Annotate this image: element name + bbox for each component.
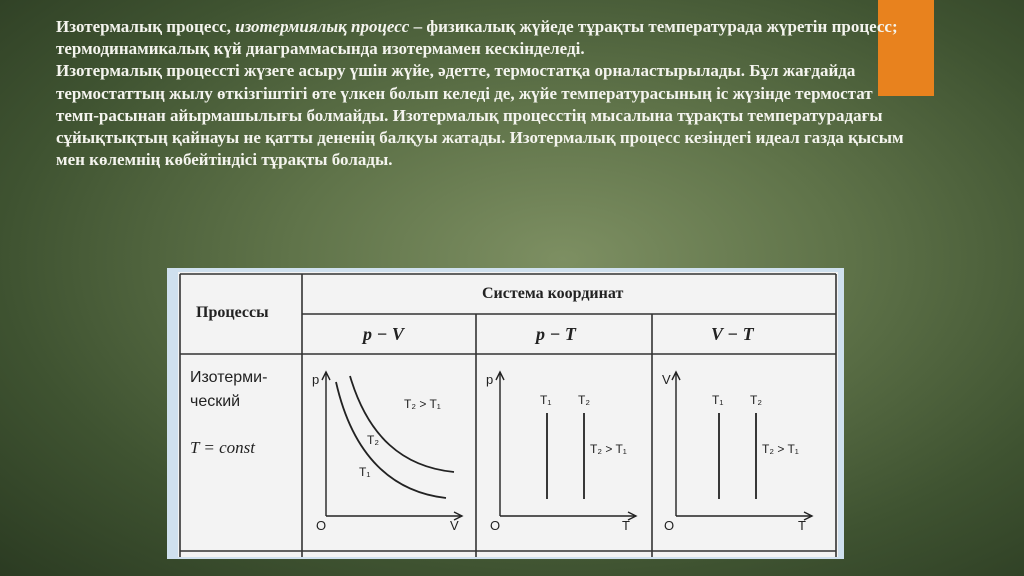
pt-line-left-label: T₁ [540,393,552,407]
vt-line-right-label: T₂ [750,393,762,407]
term-italic: изотермиялық процесс [235,17,410,36]
vt-origin: O [664,518,675,533]
pt-origin: O [490,518,501,533]
pv-curve-upper: T₂ [367,433,379,447]
system-header: Система координат [482,285,624,302]
pt-relation: T₂ > T₁ [590,442,627,456]
pt-y-label: p [486,372,494,387]
pt-graph [486,372,636,533]
row-label-formula [190,436,267,461]
pv-x-label: V [450,518,459,533]
row-label [190,366,267,461]
row-label-line1: Изотерми- [190,369,268,386]
vt-line-left-label: T₁ [712,393,724,407]
pv-graph [312,372,462,533]
pt-line-right-label: T₂ [578,393,590,407]
vt-x-label: T [798,518,806,533]
column-vt: V − T [711,324,754,344]
row-label-line2: ческий [190,393,241,410]
vt-y-label: V [662,372,671,387]
pv-relation: T₂ > T₁ [404,397,441,411]
pv-curve-lower: T₁ [359,465,371,479]
column-pv: p − V [363,324,404,344]
vt-graph [662,372,812,533]
processes-header: Процессы [196,304,269,321]
paragraph-2: Изотермалық процессті жүзеге асыру үшін жүйе, әдетте, термостатқа орналастырылады. Бұл жағдайда термостаттың жылу өткізгіштігі өте үлкен болып келеді де, жүйе температурасының іс жүзінде термостат темп-расынан айырмашылығы болмайды. Изотермалық процесстің мысалына тұрақты температурадағы сұйықтықтың қайнауы не қатты дененің балқуы жатады. Изотермалық процесс кезіндегі идеал газда қысым мен көлемнің көбейтіндісі тұрақты болады. [56,61,904,170]
table-grid [178,272,838,557]
pv-origin: O [316,518,327,533]
definition-text: – физикалық жүйеде тұрақты температурада жүретін процесс; термодинамикалық күй диаграммасында изотермамен кескінделеді. [56,17,898,59]
slide-text [56,16,916,171]
term-bold: Изотермалық процесс, [56,17,236,36]
paragraph-1 [56,16,916,60]
pv-y-label: p [312,372,320,387]
process-table [178,272,838,557]
vt-relation: T₂ > T₁ [762,442,799,456]
column-pt: p − T [536,324,576,344]
formula-text: T = const [190,438,256,457]
pt-x-label: T [622,518,630,533]
